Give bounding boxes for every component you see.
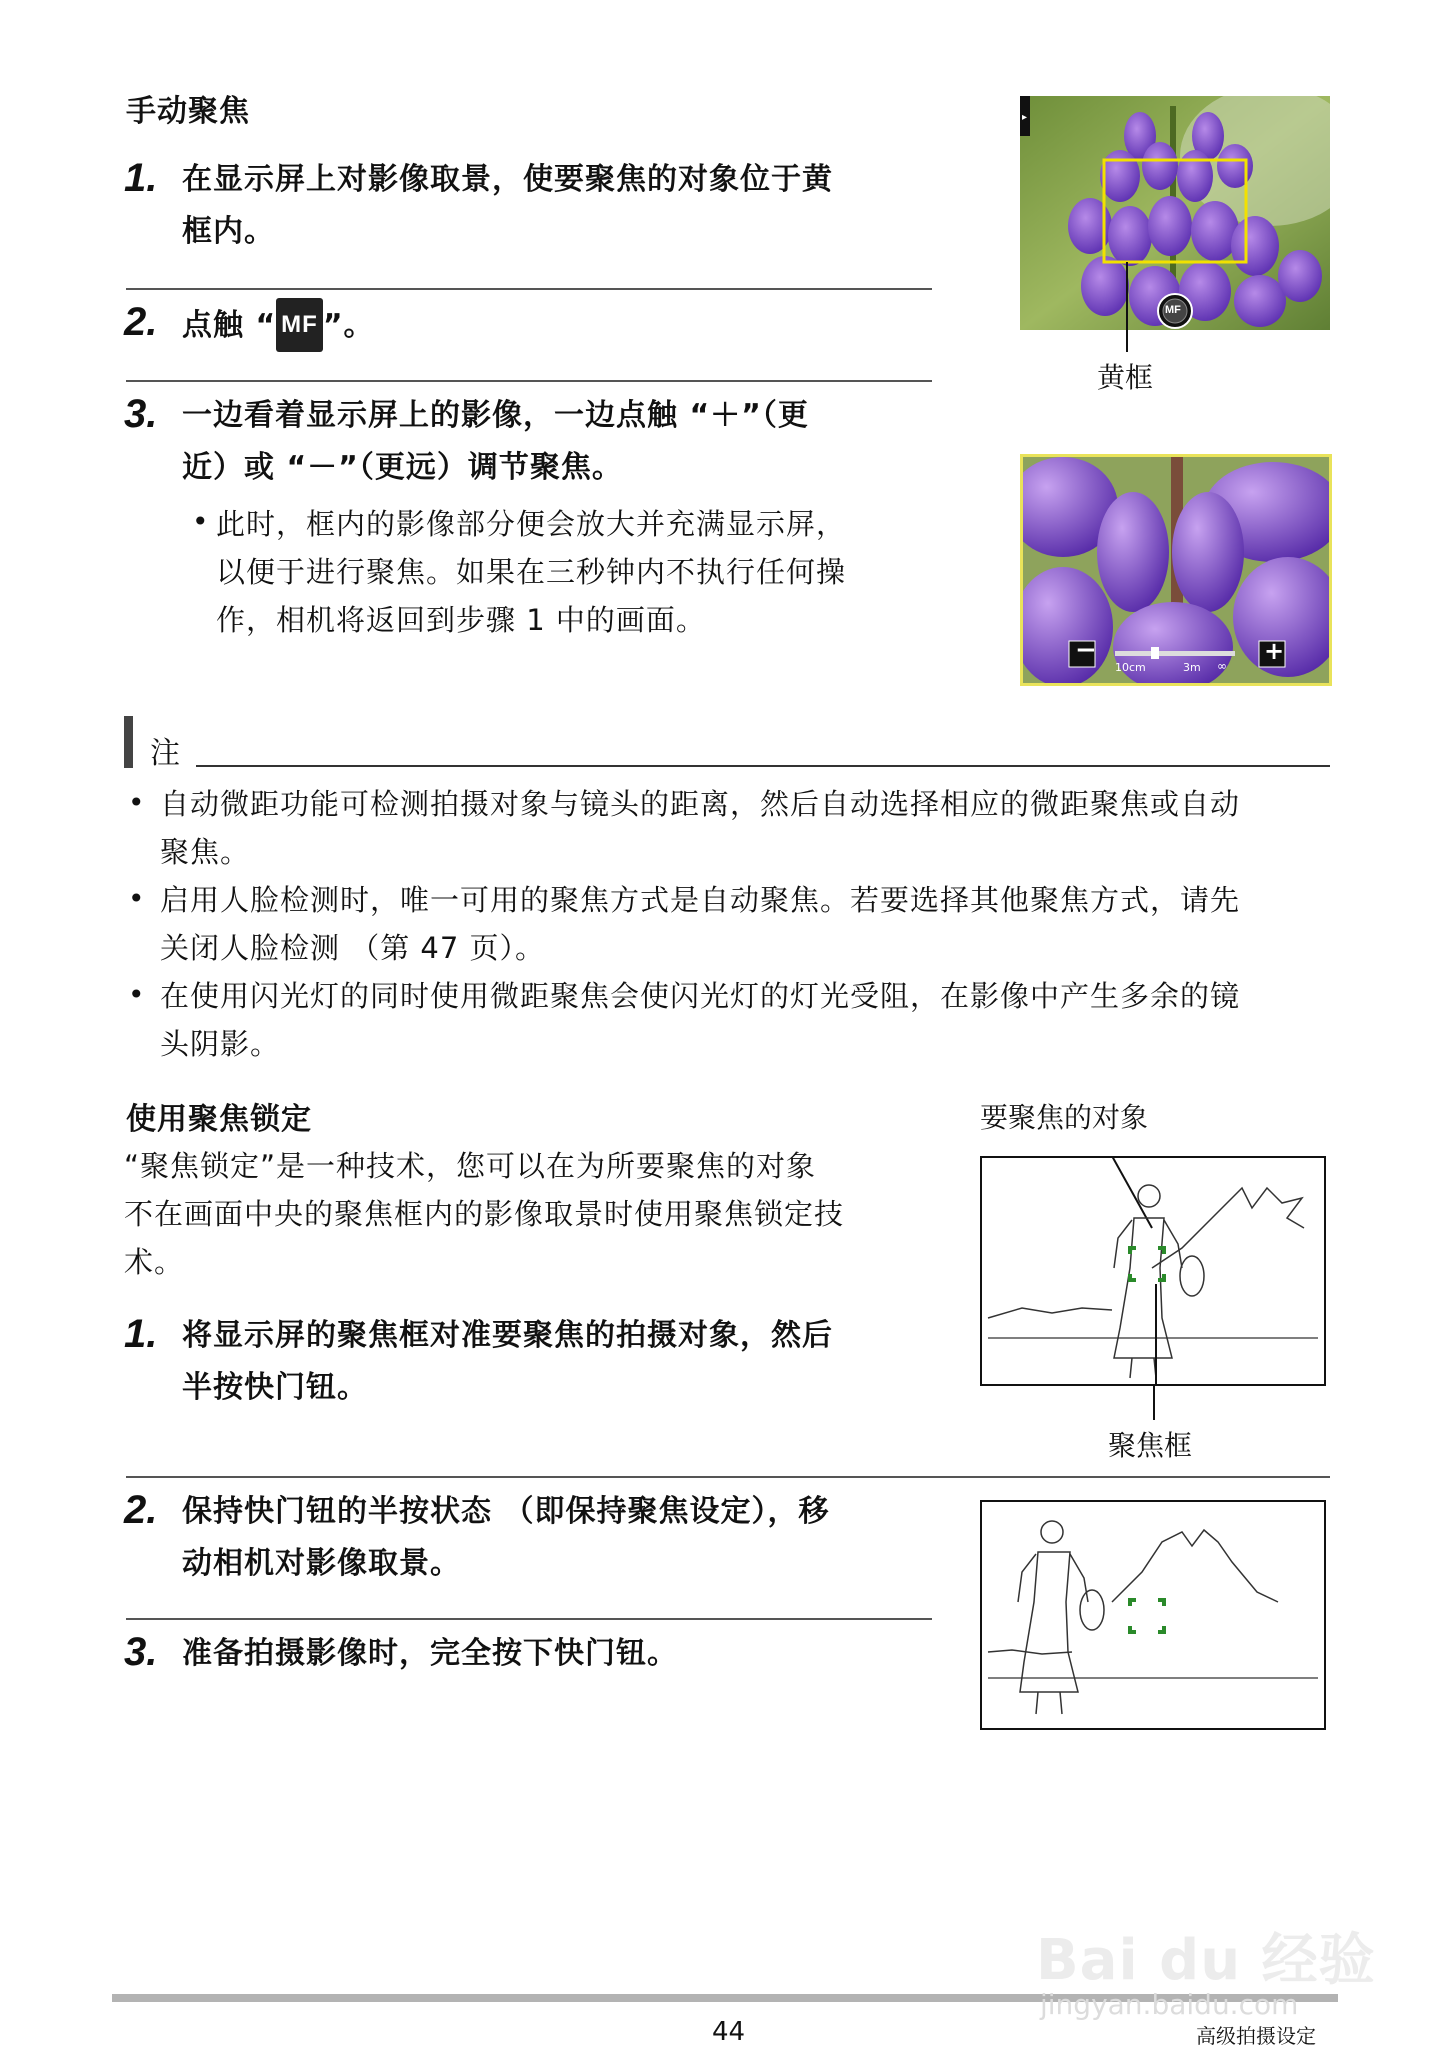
bullet-icon: • (128, 978, 145, 1011)
step-text: 准备拍摄影像时，完全按下快门钮。 (182, 1636, 678, 1671)
yellow-frame-caption: 黄框 (1097, 361, 1154, 394)
manual-focus-heading: 手动聚焦 (126, 94, 250, 129)
step-text: 将显示屏的聚焦框对准要聚焦的拍摄对象，然后 半按快门钮。 (182, 1318, 833, 1405)
page-number: 44 (712, 2017, 746, 2047)
note-item: 自动微距功能可检测拍摄对象与镜头的距离，然后自动选择相应的微距聚焦或自动 聚焦。 (160, 787, 1241, 869)
focus-lock-sketch-centered (980, 1156, 1326, 1386)
chapter-label: 高级拍摄设定 (1196, 2024, 1316, 2048)
note-item: 在使用闪光灯的同时使用微距聚焦会使闪光灯的灯光受阻，在影像中产生多余的镜 头阴影。 (160, 979, 1241, 1061)
bullet-text: 此时，框内的影像部分便会放大并充满显示屏， 以便于进行聚焦。如果在三秒钟内不执行任何操 作，相机将返回到步骤 1 中的画面。 (216, 507, 847, 637)
step-text: 一边看着显示屏上的影像，一边点触 “＋”（更 近）或 “－”（更远）调节聚焦。 (182, 398, 809, 485)
note-marker (124, 716, 133, 768)
note-label: 注 (150, 736, 180, 771)
callout-line (1153, 1384, 1155, 1420)
step-text: 在显示屏上对影像取景，使要聚焦的对象位于黄 框内。 (182, 162, 833, 249)
bullet-icon: • (128, 786, 145, 819)
focus-lock-intro: “聚焦锁定”是一种技术，您可以在为所要聚焦的对象 不在画面中央的聚焦框内的影像取景时使用聚焦锁定技 术。 (124, 1149, 845, 1279)
step-number: 1. (124, 156, 158, 200)
divider (126, 1476, 1330, 1478)
focus-lock-sketch-recomposed (980, 1500, 1326, 1730)
scale-mid-label: 3m (1183, 661, 1201, 674)
step-number: 2. (124, 300, 158, 344)
divider (126, 1618, 932, 1620)
watermark-logo: Bai du 经验 (1036, 1928, 1376, 1993)
mf-button-icon: MF (1165, 304, 1181, 316)
focus-lock-heading: 使用聚焦锁定 (126, 1102, 312, 1137)
subject-caption: 要聚焦的对象 (980, 1101, 1149, 1134)
scale-near-label: 10cm (1115, 661, 1146, 674)
svg-text:▸: ▸ (1022, 112, 1028, 123)
scale-far-label: ∞ (1217, 659, 1227, 673)
divider (126, 380, 932, 382)
mf-icon: MF (276, 298, 323, 352)
step-number: 1. (124, 1312, 158, 1356)
bullet-icon: • (128, 882, 145, 915)
step-number: 2. (124, 1488, 158, 1532)
note-item: 启用人脸检测时，唯一可用的聚焦方式是自动聚焦。若要选择其他聚焦方式，请先 关闭人脸检测 （第 47 页）。 (160, 883, 1241, 965)
divider (126, 288, 932, 290)
step-text: 保持快门钮的半按状态 （即保持聚焦设定），移 动相机对影像取景。 (182, 1494, 830, 1581)
step-number: 3. (124, 1630, 158, 1674)
minus-button: − (1075, 635, 1097, 665)
bullet-icon: • (192, 505, 209, 538)
step-text: 点触 “ MF ”。 (182, 298, 375, 352)
lupine-photo-yellow-frame (1020, 96, 1330, 330)
callout-line (1126, 262, 1128, 352)
note-rule (196, 765, 1330, 767)
plus-button: + (1264, 637, 1285, 665)
focus-frame-caption: 聚焦框 (1108, 1429, 1193, 1462)
lupine-photo-zoomed (1020, 454, 1332, 686)
watermark-url: jingyan.baidu.com (1040, 1988, 1299, 2021)
step-number: 3. (124, 392, 158, 436)
